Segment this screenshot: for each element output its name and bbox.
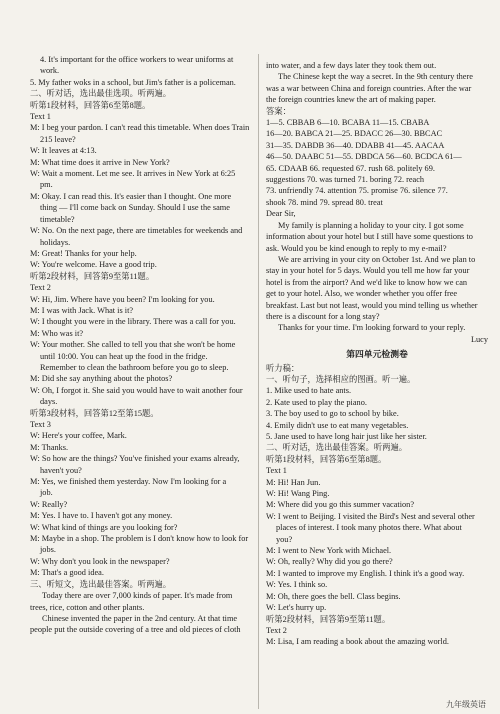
text-line: 二、听对话，选出最佳选项。听两遍。 (30, 89, 172, 99)
text-line: M: Yes, we finished them yesterday. Now I'm looking for a (30, 477, 227, 487)
text-line: W: Let's hurry up. (266, 603, 327, 613)
text-line: W: No. On the next page, there are timetables for weekends and (30, 226, 243, 236)
text-line: 听第2段材料，回答第9至第11题。 (30, 271, 155, 281)
text-line: work. (40, 66, 60, 76)
text-line: M: Hi! Han Jun. (266, 477, 321, 487)
text-line: W: Yes. I think so. (266, 580, 328, 590)
right-column (266, 60, 488, 648)
text-line: holidays. (40, 237, 71, 247)
text-line: 听第2段材料，回答第9至第11题。 (266, 614, 391, 624)
text-line: the foreign countries knew the art of making paper. (266, 95, 436, 105)
text-line: W: Hi, Jim. Where have you been? I'm looking for you. (30, 294, 215, 304)
text-line: Today there are over 7,000 kinds of paper. It's made from (42, 591, 233, 601)
text-line: M: I beg your pardon. I can't read this timetable. When does Train (30, 123, 250, 133)
text-line: 5. My father woks in a school, but Jim's father is a policeman. (30, 77, 236, 87)
text-line: Lucy (470, 334, 488, 344)
text-line: 46—50. DAABC 51—55. DBDCA 56—60. BCDCA 61— (266, 152, 462, 162)
text-line: until 10:00. You can heat up the food in the fridge. (40, 351, 208, 361)
text-line: M: Okay. I can read this. It's easier than I thought. One more (30, 191, 232, 201)
text-line: Remember to clean the bathroom before you go to sleep. (40, 362, 229, 372)
text-line: Text 2 (266, 625, 287, 635)
text-line: places of interest. I took many photos there. What about (276, 523, 462, 533)
text-line: M: Thanks. (30, 442, 69, 452)
text-line: 4. Emily didn't use to eat many vegetables. (266, 420, 409, 430)
text-line: 1—5. CBBAB 6—10. BCABA 11—15. CBABA (266, 118, 430, 128)
text-line: W: Wait a moment. Let me see. It arrives in New York at 6:25 (30, 169, 236, 179)
text-line: job. (40, 488, 53, 498)
text-line: breakfast. Last but not least, would you mind telling us whether (266, 300, 478, 310)
text-line: Dear Sir, (266, 209, 296, 219)
text-line: W: I thought you were in the library. There was a call for you. (30, 317, 236, 327)
text-line: M: Did she say anything about the photos? (30, 374, 173, 384)
text-line: days. (40, 397, 58, 407)
text-line: Text 1 (266, 466, 287, 476)
text-line: 2. Kate used to play the piano. (266, 397, 367, 407)
text-line: 听力稿： (266, 363, 300, 373)
text-line: M: I was with Jack. What is it? (30, 305, 134, 315)
text-line: W: Hi! Wang Ping. (266, 489, 330, 499)
text-line: M: Oh, there goes the bell. Class begins. (266, 591, 401, 601)
text-line: Text 1 (30, 112, 51, 122)
text-line: was a war between China and foreign countries. After the war (266, 83, 472, 93)
text-line: M: Who was it? (30, 328, 84, 338)
text-line: W: Oh, really? Why did you go there? (266, 557, 393, 567)
text-line: M: I went to New York with Michael. (266, 546, 392, 556)
text-line: M: Great! Thanks for your help. (30, 248, 137, 258)
text-line: into water, and a few days later they took them out. (266, 61, 437, 70)
section-title: 第四单元检测卷 (346, 349, 408, 360)
text-line: 一、听句子，选择相应的图画。听一遍。 (266, 374, 416, 384)
text-line: 听第3段材料，回答第12至第15题。 (30, 408, 159, 418)
text-line: 5. Jane used to have long hair just like her sister. (266, 432, 427, 441)
text-line: 65. CDAAB 66. requested 67. rush 68. politely 69. (266, 163, 435, 173)
text-line: get to your hotel. Also, we wonder whether you offer free (266, 289, 458, 299)
text-line: M: What time does it arrive in New York? (30, 157, 170, 167)
text-line: The Chinese kept the way a secret. In the 9th century there (278, 72, 473, 82)
text-line: 听第1段材料，回答第6至第8题。 (266, 454, 387, 464)
text-line: W: Your mother. She called to tell you that she won't be home (30, 340, 236, 350)
text-line: trees, rice, cotton and other plants. (30, 602, 145, 612)
text-line: 4. It's important for the office workers to wear uniforms at (40, 55, 234, 64)
text-line: you? (276, 534, 293, 544)
text-line: W: It leaves at 4:13. (30, 146, 97, 156)
text-line: W: You're welcome. Have a good trip. (30, 260, 157, 270)
text-line: 二、听对话，选出最佳答案。听两遍。 (266, 443, 408, 453)
text-line: My family is planning a holiday to your city. I got some (278, 220, 464, 230)
text-line: 16—20. BABCA 21—25. BDACC 26—30. BBCAC (266, 129, 443, 139)
text-line: 听第1段材料，回答第6至第8题。 (30, 100, 151, 110)
text-line: 三、听短文，选出最佳答案。听两遍。 (30, 579, 172, 589)
text-line: Text 2 (30, 283, 51, 293)
text-line: Thanks for your time. I'm looking forward to your reply. (278, 323, 466, 333)
text-line: M: Where did you go this summer vacation? (266, 500, 415, 510)
text-line: M: I wanted to improve my English. I think it's a good way. (266, 568, 465, 578)
text-line: 答案： (266, 106, 291, 116)
text-line: W: Oh, I forgot it. She said you would have to wait another four (30, 385, 243, 395)
text-line: 1. Mike used to hate ants. (266, 386, 352, 396)
text-line: We are arriving in your city on October 1st. And we plan to (278, 254, 476, 264)
text-line: jobs. (40, 545, 56, 555)
text-line: W: I went to Beijing. I visited the Bird's Nest and several other (266, 511, 475, 521)
text-line: 31—35. DABDB 36—40. DDABB 41—45. AACAA (266, 140, 445, 150)
text-line: hotel is from the airport? And we'd like to know how we can (266, 277, 468, 287)
text-line: W: So how are the things? You've finished your exams already, (30, 454, 240, 464)
text-line: haven't you? (40, 465, 82, 475)
text-line: timetable? (40, 214, 75, 224)
text-line: thing — I'll come back on Sunday. Should I use the same (40, 203, 230, 213)
column-divider (258, 54, 259, 709)
text-line: M: Yes. I have to. I haven't got any money. (30, 511, 173, 521)
text-line: 215 leave? (40, 134, 76, 144)
text-line: suggestions 70. was turned 71. boring 72. reach (266, 175, 425, 185)
text-line: M: Lisa, I am reading a book about the amazing world. (266, 637, 449, 647)
text-line: information about your hotel but I still have some questions to (266, 232, 473, 242)
page-footer: 九年级英语 (446, 700, 486, 709)
text-line: 3. The boy used to go to school by bike. (266, 409, 399, 419)
text-line: M: That's a good idea. (30, 568, 104, 578)
text-line: ask. Would you be kind enough to reply to my e-mail? (266, 243, 447, 253)
text-line: Chinese invented the paper in the 2nd century. At that time (42, 613, 238, 623)
text-line: W: Really? (30, 499, 68, 509)
left-column (30, 54, 252, 636)
text-line: 73. unfriendly 74. attention 75. promise 76. silence 77. (266, 186, 448, 196)
text-line: W: Here's your coffee, Mark. (30, 431, 127, 441)
text-line: pm. (40, 180, 53, 190)
text-line: W: Why don't you look in the newspaper? (30, 556, 170, 566)
text-line: M: Maybe in a shop. The problem is I don't know how to look for (30, 534, 249, 544)
text-line: Text 3 (30, 420, 51, 429)
text-line: there is a discount for a long stay? (266, 311, 380, 321)
text-line: W: What kind of things are you looking for? (30, 522, 178, 532)
text-line: stay in your hotel for 5 days. Would you tell me how far your (266, 266, 470, 276)
text-line: people put the outside covering of a tree and old pieces of cloth (30, 625, 241, 635)
text-line: shook 78. mind 79. spread 80. treat (266, 197, 383, 207)
